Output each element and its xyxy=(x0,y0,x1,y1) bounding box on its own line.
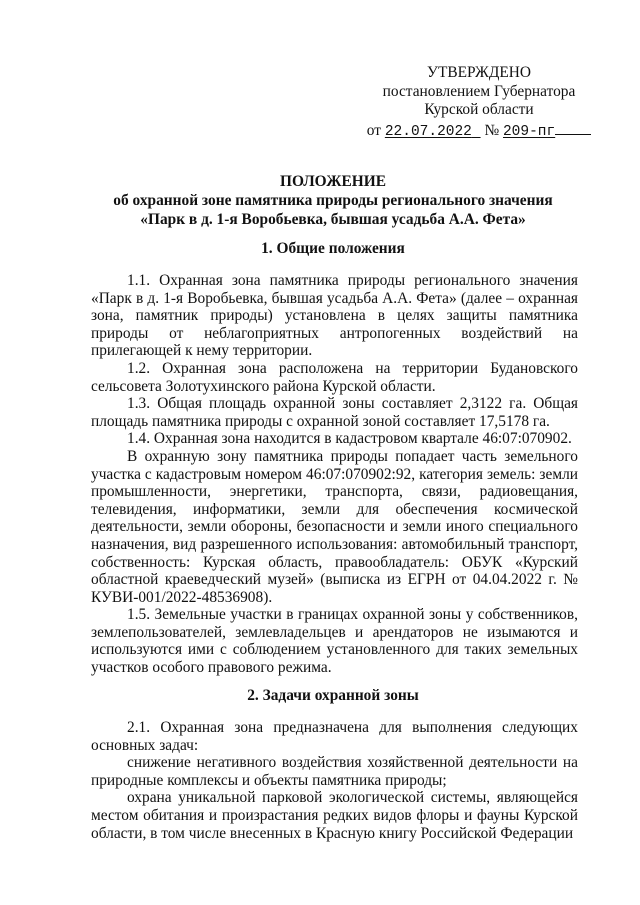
approval-date: 22.07.2022 xyxy=(384,123,472,140)
section-1-body xyxy=(91,272,578,677)
approval-stamp xyxy=(364,64,594,141)
approval-status: УТВЕРЖДЕНО xyxy=(427,64,531,81)
document-title xyxy=(88,172,578,229)
date-prefix: от xyxy=(366,121,381,139)
approval-date-number xyxy=(364,120,594,142)
approval-authority: постановлением Губернатора xyxy=(382,82,576,100)
section-2-heading: 2. Задачи охранной зоны xyxy=(247,687,419,704)
document-subtitle-2: «Парк в д. 1-я Воробьевка, бывшая усадьба А.А. Фета» xyxy=(140,211,526,228)
approval-region: Курской области xyxy=(424,101,534,118)
paragraph-1-4-detail: В охранную зону памятника природы попадает часть земельного участка с кадастровым номером 46:07:070902:92, категория земель: земли промышленности, энергетики, транспорта, связи, радиовещания, телевидения, информатики, земли для обеспечения космической деятельности, земли обороны, безопасности и земли иного специального назначения, вид разрешенного использования: автомобильный транспорт, собственность: Курская область, правообладатель: ОБУК «Курский областной краеведческий музей» (выписка из ЕГРН от 04.04.2022 г. № КУВИ-001/2022-48536908). xyxy=(91,447,578,606)
paragraph-2-1-task-2: охрана уникальной парковой экологической системы, являющейся местом обитания и произрастания редких видов флоры и фауны Курской области, в том числе внесенных в Красную книгу Российской Федерации xyxy=(91,789,578,842)
paragraph-1-4: 1.4. Охранная зона находится в кадастровом квартале 46:07:070902. xyxy=(127,430,572,448)
paragraph-2-1: 2.1. Охранная зона предназначена для выполнения следующих основных задач: xyxy=(91,719,578,754)
document-subtitle-1: об охранной зоне памятника природы регионального значения xyxy=(113,192,553,209)
section-1-heading: 1. Общие положения xyxy=(261,240,405,257)
paragraph-1-2: 1.2. Охранная зона расположена на территории Будановского сельсовета Золотухинского района Курской области. xyxy=(91,359,578,395)
number-underline xyxy=(555,120,591,135)
paragraph-1-1: 1.1. Охранная зона памятника природы регионального значения «Парк в д. 1-я Воробьевка, бывшая усадьба А.А. Фета» (далее – охранная зона, памятник природы) установлена в целях защиты памятника природы от неблагоприятных антропогенных воздействий на прилегающей к нему территории. xyxy=(91,272,578,360)
paragraph-2-1-task-1: снижение негативного воздействия хозяйственной деятельности на природные комплексы и объекты памятника природы; xyxy=(91,754,578,789)
number-prefix: № xyxy=(484,121,500,139)
approval-number: 209-пг xyxy=(502,123,556,140)
paragraph-1-5: 1.5. Земельные участки в границах охранной зоны у собственников, землепользователей, землевладельцев и арендаторов не изымаются и используются ими с соблюдением установленного для таких земельных участков особого правового режима. xyxy=(91,606,578,677)
paragraph-1-3: 1.3. Общая площадь охранной зоны составляет 2,3122 га. Общая площадь памятника природы с охранной зоной составляет 17,5178 га. xyxy=(91,395,578,430)
document-heading: ПОЛОЖЕНИЕ xyxy=(280,173,386,190)
section-2-body xyxy=(91,719,578,842)
